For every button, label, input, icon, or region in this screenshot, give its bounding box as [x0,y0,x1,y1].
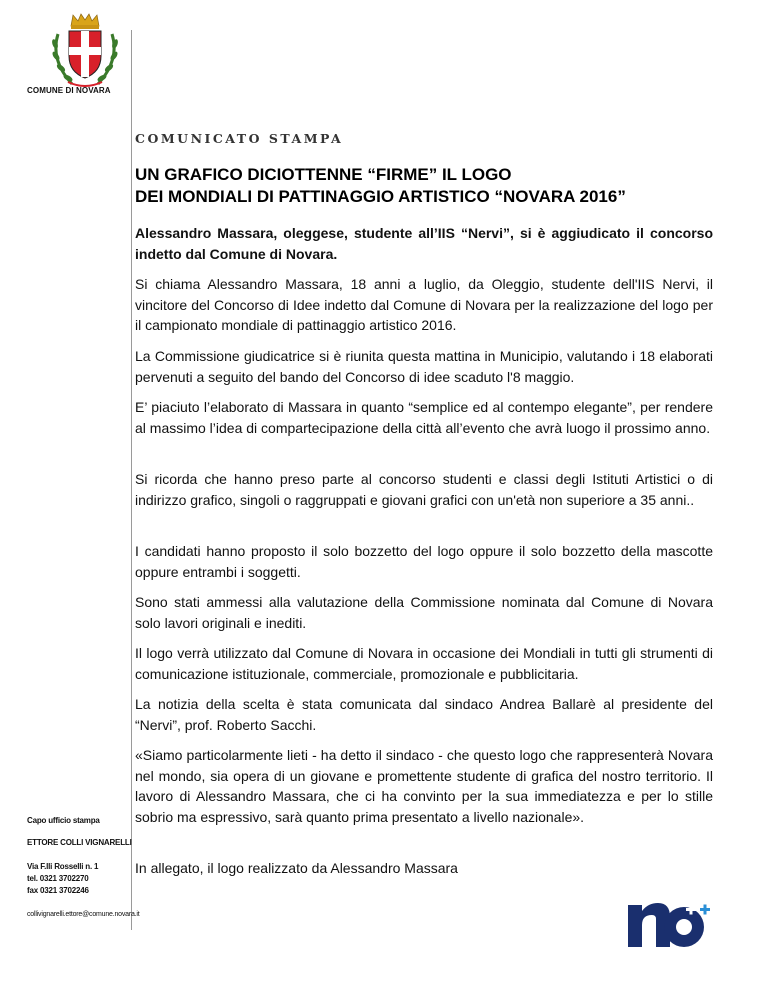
municipality-label: COMUNE DI NOVARA [27,86,111,95]
headline [135,164,713,208]
headline-line-1: UN GRAFICO DICIOTTENNE “FIRME” IL LOGO [135,165,512,184]
paragraph-8: La notizia della scelta è stata comunicata dal sindaco Andrea Ballarè al presidente del “Nervi”, prof. Roberto Sacchi. [135,696,713,733]
telephone: tel. 0321 3702270 [27,874,89,883]
paragraph-2: La Commissione giudicatrice si è riunita questa mattina in Municipio, valutando i 18 elaborati pervenuti a seguito del bando del Concorso di idee scaduto l'8 maggio. [135,348,713,385]
paragraph-6: Sono stati ammessi alla valutazione della Commissione nominata dal Comune di Novara solo lavori originali e inediti. [135,594,713,631]
press-release-kicker: COMUNICATO STAMPA [135,131,344,146]
novara-coat-of-arms-icon [48,12,122,92]
vertical-divider [131,30,132,930]
quote-paragraph: «Siamo particolarmente lieti - ha detto il sindaco - che questo logo che rappresenterà Novara nel mondo, sia opera di un giovane e promettente studente di grafica del nostro territorio. Il lavoro di Alessandro Massara, che ci ha convinto per la sua immediatezza e per lo stille sobrio ma espressivo, sarà quanto prima presentato a livello nazionale». [135,747,713,825]
paragraph-5: I candidati hanno proposto il solo bozzetto del logo oppure il solo bozzetto della mascotte oppure entrambi i soggetti. [135,543,713,580]
headline-line-2: DEI MONDIALI DI PATTINAGGIO ARTISTICO “NOVARA 2016” [135,187,626,206]
paragraph-1: Si chiama Alessandro Massara, 18 anni a luglio, da Oleggio, studente dell'IIS Nervi, il vincitore del Concorso di Idee indetto dal Comune di Novara per la realizzazione del logo per il campionato mondiale di pattinaggio artistico 2016. [135,276,713,333]
address: Via F.lli Rosselli n. 1 [27,862,99,871]
press-office-label: Capo ufficio stampa [27,816,100,825]
paragraph-4: Si ricorda che hanno preso parte al concorso studenti e classi degli Istituti Artistici o di indirizzo grafico, singoli o raggruppati e giovani grafici con un'età non superiore a 35 anni.. [135,471,713,508]
email-link[interactable]: collivignarelli.ettore@comune.novara.it [27,911,140,918]
press-officer-name: ETTORE COLLI VIGNARELLI [27,838,132,847]
lead-paragraph: Alessandro Massara, oleggese, studente all’IIS “Nervi”, si è aggiudicato il concorso indetto dal Comune di Novara. [135,225,713,262]
paragraph-7: Il logo verrà utilizzato dal Comune di Novara in occasione dei Mondiali in tutti gli strumenti di comunicazione istituzionale, commerciale, promozionale e pubblicitaria. [135,645,713,682]
fax: fax 0321 3702246 [27,886,89,895]
attachment-note: In allegato, il logo realizzato da Alessandro Massara [135,860,458,876]
novara-no-plus-logo [626,895,716,949]
paragraph-3: E’ piaciuto l’elaborato di Massara in quanto “semplice ed al contempo elegante”, per rendere al massimo l’idea di compartecipazione della città all’evento che avrà luogo il prossimo anno. [135,399,713,436]
